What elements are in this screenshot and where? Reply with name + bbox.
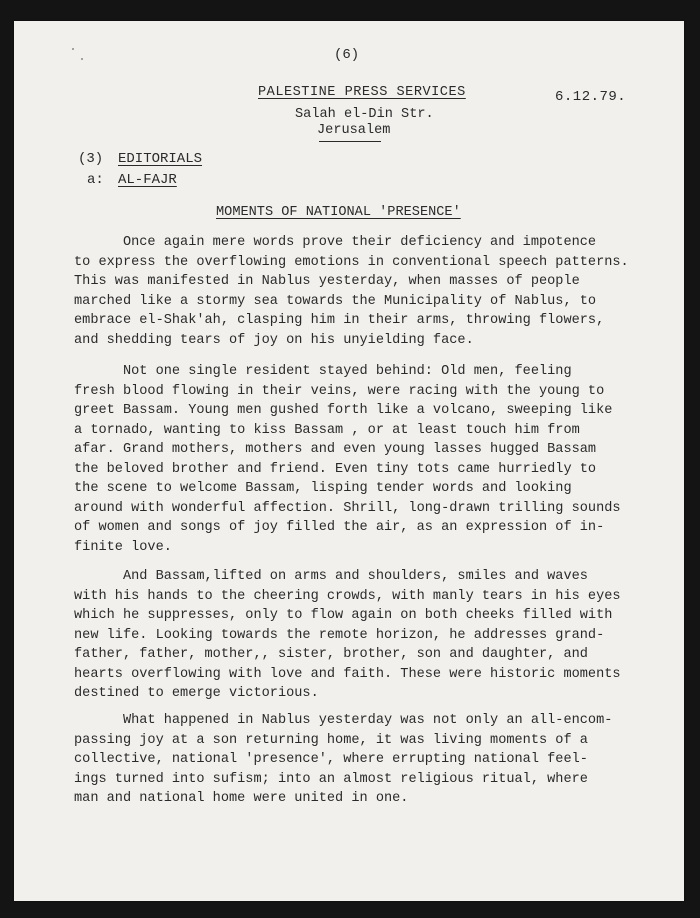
article-heading: MOMENTS OF NATIONAL 'PRESENCE' [216,205,461,220]
paragraph-line: This was manifested in Nablus yesterday, when masses of people [74,274,580,289]
section-title: EDITORIALS [118,151,203,167]
paragraph-line: a tornado, wanting to kiss Bassam , or at least touch him from [74,422,580,438]
paper-speck [81,58,83,60]
paragraph-line: to express the overflowing emotions in conventional speech patterns. [74,254,629,270]
subsection-title: AL-FAJR [118,172,177,188]
paragraph-line: the scene to welcome Bassam, lisping tender words and looking [74,481,572,496]
paragraph-line: Once again mere words prove their deficiency and impotence [74,235,597,250]
paragraph-line: afar. Grand mothers, mothers and even young lasses hugged Bassam [74,442,597,457]
paragraph-line: ings turned into sufism; into an almost religious ritual, where [74,771,588,787]
paragraph-line: and shedding tears of joy on his unyielding face. [74,332,474,348]
article-paragraph [74,362,654,557]
address-underline [319,141,381,142]
paragraph-line: embrace el-Shak'ah, clasping him in their arms, throwing flowers, [74,313,605,328]
paper-speck [72,48,74,50]
subsection-label: a: [87,172,104,188]
address-street: Salah el-Din Str. [295,107,434,122]
paragraph-line: greet Bassam. Young men gushed forth like a volcano, sweeping like [74,403,613,418]
paragraph-line: Not one single resident stayed behind: Old men, feeling [74,364,572,379]
paragraph-line: hearts overflowing with love and faith. These were historic moments [74,666,621,682]
document-date: 6.12.79. [555,89,627,105]
paragraph-line: which he suppresses, only to flow again on both cheeks filled with [74,608,613,623]
paragraph-line: What happened in Nablus yesterday was not only an all-encom- [74,713,613,728]
paragraph-line: destined to emerge victorious. [74,686,319,701]
paragraph-line: marched like a stormy sea towards the Municipality of Nablus, to [74,293,597,309]
paragraph-line: collective, national 'presence', where errupting national feel- [74,752,588,767]
page-number: (6) [334,47,360,63]
document-page [14,21,684,901]
paragraph-line: around with wonderful affection. Shrill, long-drawn trilling sounds [74,500,621,516]
section-number: (3) [78,151,104,167]
paragraph-line: passing joy at a son returning home, it was living moments of a [74,732,588,748]
paragraph-line: fresh blood flowing in their veins, were racing with the young to [74,383,605,399]
article-paragraph [74,567,654,704]
address-city: Jerusalem [317,123,391,138]
article-paragraph [74,233,654,350]
paragraph-line: of women and songs of joy filled the air, as an expression of in- [74,520,605,535]
paragraph-line: man and national home were united in one. [74,791,409,806]
paragraph-line: finite love. [74,539,172,555]
paragraph-line: with his hands to the cheering crowds, with manly tears in his eyes [74,588,621,604]
paragraph-line: the beloved brother and friend. Even tiny tots came hurriedly to [74,461,597,477]
organization-name: PALESTINE PRESS SERVICES [258,85,466,100]
paragraph-line: father, father, mother,, sister, brother, son and daughter, and [74,647,588,662]
paragraph-line: And Bassam,lifted on arms and shoulders, smiles and waves [74,569,588,584]
paragraph-line: new life. Looking towards the remote horizon, he addresses grand- [74,627,605,643]
article-paragraph [74,711,654,809]
